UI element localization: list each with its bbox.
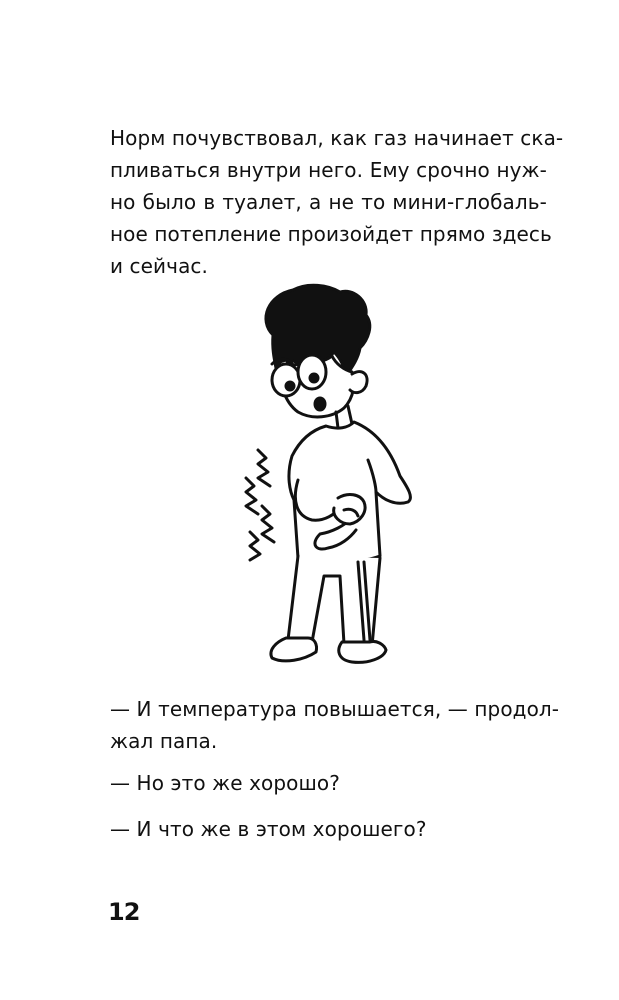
- right-eye: [298, 355, 326, 389]
- gas-squiggle: [250, 532, 260, 560]
- gas-squiggle: [262, 506, 274, 542]
- paragraph-line: и сейчас.: [110, 254, 208, 278]
- gas-squiggle: [246, 478, 258, 514]
- dialogue-line: — И что же в этом хорошего?: [110, 817, 427, 841]
- left-pupil: [286, 382, 294, 390]
- paragraph-line: Норм почувствовал, как газ начинает ска-: [110, 126, 564, 150]
- boy-illustration: [228, 280, 418, 680]
- paragraph-line: но было в туалет, а не то мини-глобаль-: [110, 190, 547, 214]
- page-number: 12: [108, 898, 140, 926]
- dialogue-line: — Но это же хорошо?: [110, 771, 340, 795]
- ear: [350, 372, 367, 393]
- right-pupil: [310, 374, 318, 382]
- dialogue-line: жал папа.: [110, 729, 218, 753]
- gas-squiggle: [258, 450, 270, 486]
- paragraph-line: ное потепление произойдет прямо здесь: [110, 222, 552, 246]
- left-eye: [272, 364, 300, 396]
- mouth: [315, 398, 325, 410]
- left-shoe: [271, 638, 317, 661]
- right-shoe: [339, 641, 386, 662]
- paragraph-line: пливаться внутри него. Ему срочно нуж-: [110, 158, 547, 182]
- dialogue-line: — И температура повышается, — продол-: [110, 697, 560, 721]
